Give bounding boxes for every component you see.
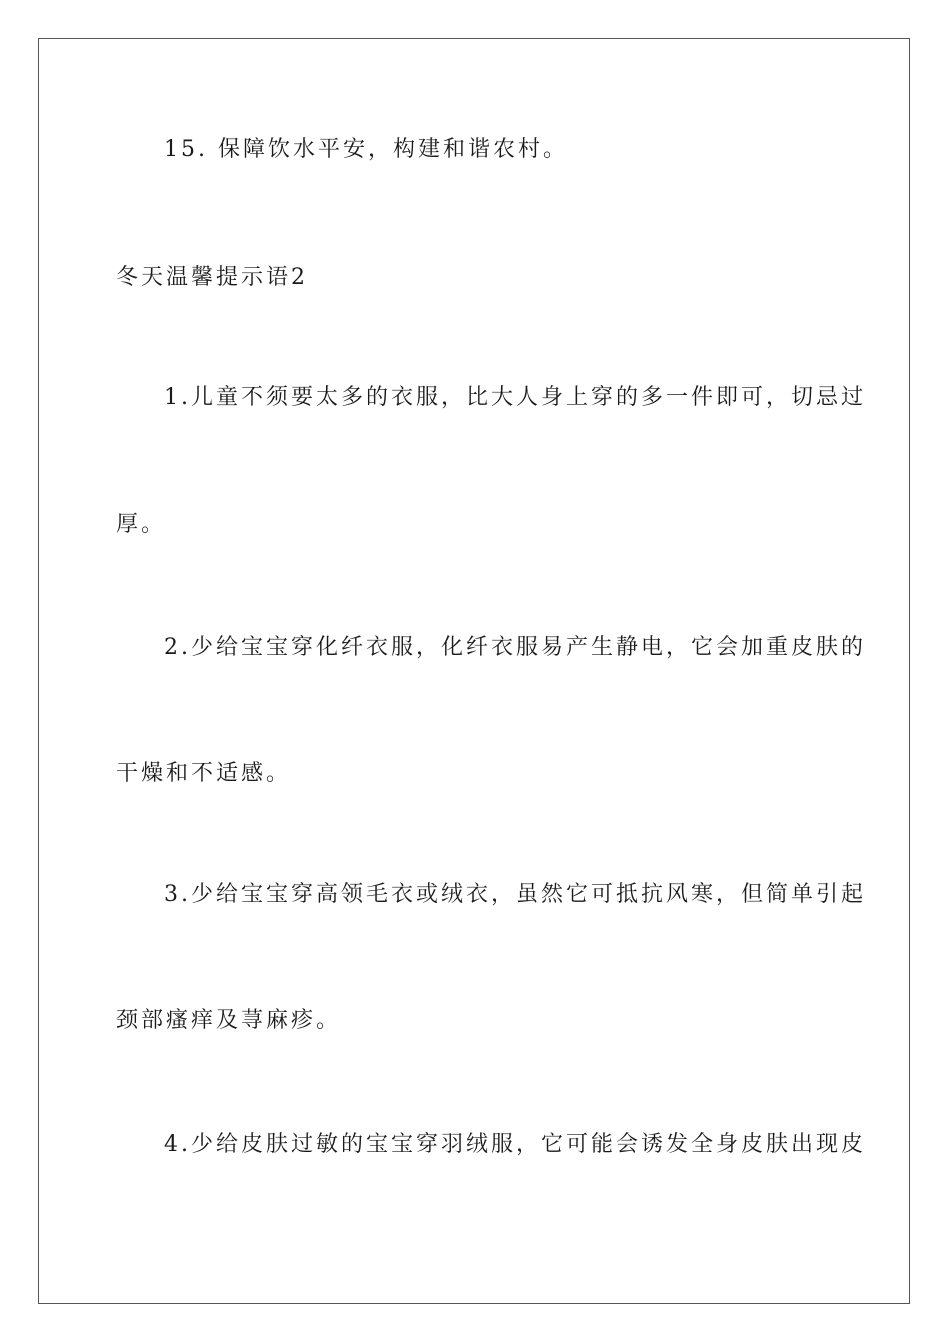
section-heading: 冬天温馨提示语2 <box>116 265 308 290</box>
paragraph-3-line-1: 3.少给宝宝穿高领毛衣或绒衣，虽然它可抵抗风寒，但简单引起 <box>164 882 866 907</box>
paragraph-2-line-1: 2.少给宝宝穿化纤衣服，化纤衣服易产生静电，它会加重皮肤的 <box>164 635 866 660</box>
paragraph-3-line-2: 颈部瘙痒及荨麻疹。 <box>116 1008 342 1033</box>
paragraph-1-line-1: 1.儿童不须要太多的衣服，比大人身上穿的多一件即可，切忌过 <box>164 385 866 410</box>
list-item-15: 15. 保障饮水平安，构建和谐农村。 <box>164 137 568 162</box>
page-border <box>38 38 910 1304</box>
paragraph-4-line-1: 4.少给皮肤过敏的宝宝穿羽绒服，它可能会诱发全身皮肤出现皮 <box>164 1132 866 1157</box>
paragraph-2-line-2: 干燥和不适感。 <box>116 761 292 786</box>
paragraph-1-line-2: 厚。 <box>116 512 167 537</box>
